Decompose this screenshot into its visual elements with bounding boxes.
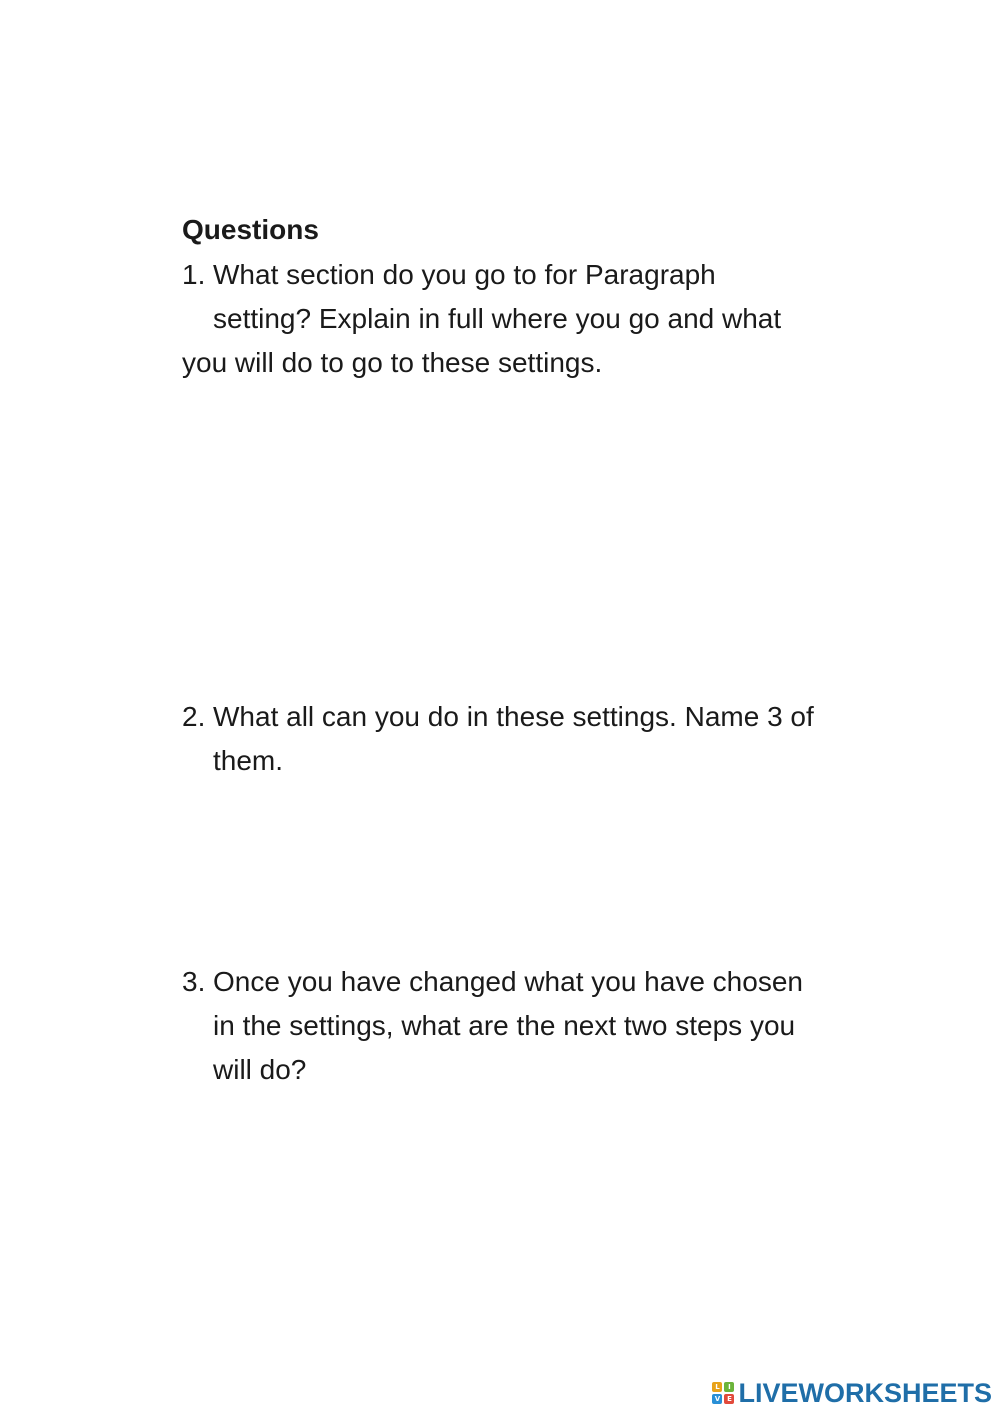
logo-letter-e: E bbox=[724, 1394, 734, 1404]
page-heading: Questions bbox=[182, 214, 319, 245]
question-number: 2. bbox=[182, 701, 206, 732]
question-text-line: in the settings, what are the next two steps you bbox=[213, 1010, 796, 1041]
logo-letter-v: V bbox=[712, 1394, 722, 1404]
question-text-line: What all can you do in these settings. Name 3 of bbox=[213, 701, 814, 732]
question-text-line: them. bbox=[213, 745, 284, 776]
question-number: 1. bbox=[182, 259, 206, 290]
question-text-line: you will do to go to these settings. bbox=[182, 347, 603, 378]
logo-letter-l: L bbox=[712, 1382, 722, 1392]
question-text-line: setting? Explain in full where you go and what bbox=[213, 303, 782, 334]
liveworksheets-logo-text: LIVEWORKSHEETS bbox=[738, 1377, 992, 1408]
liveworksheets-logo-icon bbox=[712, 1382, 734, 1404]
question-text-line: will do? bbox=[213, 1054, 307, 1085]
liveworksheets-watermark bbox=[712, 1379, 992, 1407]
question-number: 3. bbox=[182, 966, 206, 997]
question-text-line: Once you have changed what you have chosen bbox=[213, 966, 803, 997]
logo-letter-i: I bbox=[724, 1382, 734, 1392]
question-text-line: What section do you go to for Paragraph bbox=[213, 259, 716, 290]
